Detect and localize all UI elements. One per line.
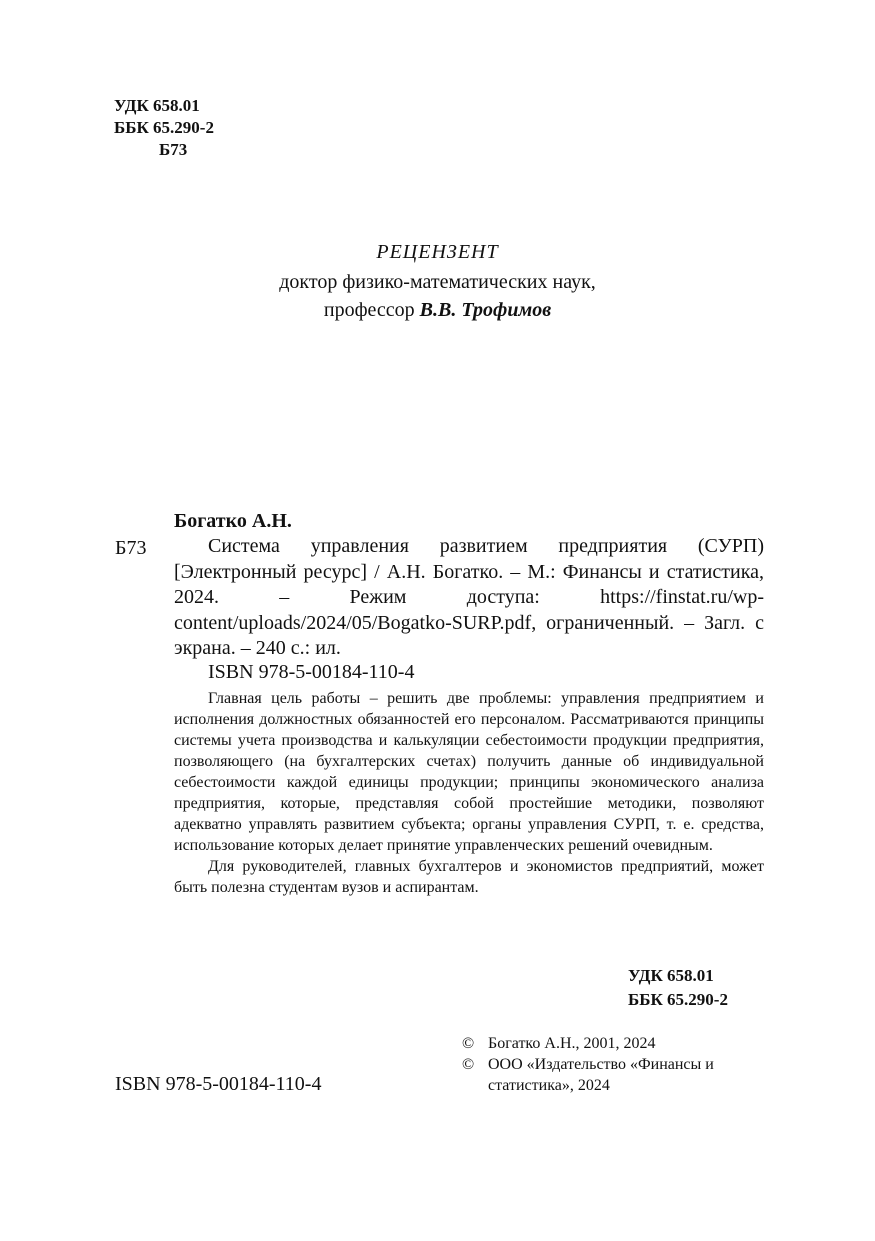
copyright-icon: © — [462, 1035, 475, 1052]
annotation-paragraph-2: Для руководителей, главных бухгалтеров и экономистов предприятий, может быть полезна студентам вузов и аспирантам. — [174, 858, 764, 896]
top-classification-codes — [114, 95, 214, 161]
copyright-publisher: ООО «Издательство «Финансы и статистика», 2024 — [488, 1056, 714, 1094]
bottom-classification-codes — [628, 964, 728, 1012]
author-mark: Б73 — [159, 140, 188, 159]
reviewer-heading: РЕЦЕНЗЕНТ — [376, 241, 499, 263]
copyright-publisher-row — [462, 1054, 762, 1096]
reviewer-degree: доктор физико-математических наук, — [279, 271, 596, 293]
reviewer-position: профессор — [323, 299, 415, 321]
bbk-code: ББК 65.290-2 — [114, 118, 214, 137]
copyright-author: Богатко А.Н., 2001, 2024 — [488, 1035, 656, 1052]
copyright-block — [462, 1033, 762, 1096]
bottom-bbk-code: ББК 65.290-2 — [628, 990, 728, 1009]
annotation-paragraph-1: Главная цель работы – решить две проблемы: управления предприятием и исполнения должностных обязанностей его персоналом. Рассматриваются принципы системы учета производства и калькуляции себестоимости продукции предприятия, позволяющего (на бухгалтерских счетах) получить данные об индивидуальной себестоимости каждой единицы продукции; принципы экономического анализа предприятия, которые, представляя собой простейшие методики, позволяют адекватно управлять развитием субъекта; органы управления СУРП, т. е. средства, использование которых делает принятие управленческих решений очевидным. — [174, 690, 764, 854]
reviewer-line — [0, 296, 875, 324]
udk-code: УДК 658.01 — [114, 96, 200, 115]
bibliographic-description — [174, 534, 764, 662]
reviewer-block — [0, 238, 875, 324]
copyright-icon: © — [462, 1056, 475, 1073]
bottom-udk-code: УДК 658.01 — [628, 966, 714, 985]
annotation — [174, 688, 764, 898]
description-text: Система управления развитием предприятия (СУРП) [Электронный ресурс] / А.Н. Богатко. – М.: Финансы и статистика, 2024. – Режим доступа: https://finstat.ru/wp-content/uploads/2024/05/Bogatko-SURP.pdf, ограниченный. – Загл. с экрана. – 240 с.: ил. — [174, 535, 764, 659]
reviewer-name: В.В. Трофимов — [419, 299, 552, 321]
book-author: Богатко А.Н. — [174, 510, 292, 532]
isbn-bottom: ISBN 978-5-00184-110-4 — [115, 1073, 322, 1095]
bibliographic-code: Б73 — [115, 537, 147, 559]
isbn-main: ISBN 978-5-00184-110-4 — [208, 661, 415, 683]
copyright-author-row — [462, 1033, 762, 1054]
